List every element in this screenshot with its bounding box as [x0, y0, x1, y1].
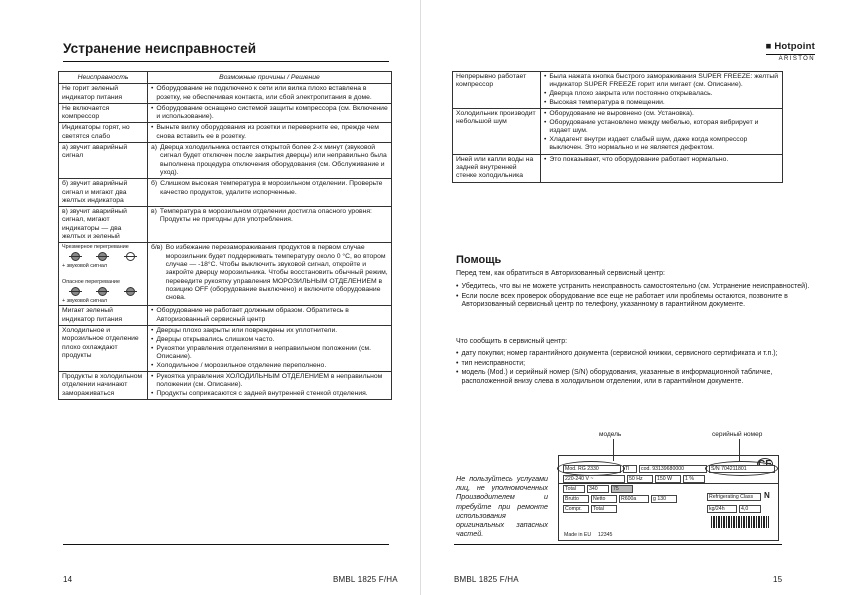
solution-text: Рукоятка управления ХОЛОДИЛЬНЫМ ОТДЕЛЕНИЕМ в неправильном положении (см. Описание).	[156, 372, 383, 389]
solution-text: Была нажата кнопка быстрого замораживания SUPER FREEZE: желтый индикатор SUPER FREEZE горит или мигает (см. Описание).	[549, 73, 779, 89]
solution-item	[544, 156, 779, 164]
problem-text: Иней или капли воды на задней внутренней стенке холодильника	[456, 155, 534, 180]
solution-marker: •	[151, 124, 154, 132]
footer-rule	[63, 544, 389, 545]
indicator-light-icon	[71, 287, 80, 296]
solution-item	[544, 90, 779, 98]
table-row	[59, 207, 392, 243]
plate-netto: Netto	[591, 495, 617, 503]
solution-item	[151, 105, 388, 122]
help-title: Помощь	[456, 254, 502, 266]
solution-marker: •	[151, 104, 154, 112]
solution-cell	[541, 109, 783, 154]
solution-marker: •	[151, 372, 154, 380]
troubleshooting-table	[58, 71, 392, 400]
solution-text: Дверцы открывались слишком часто.	[156, 335, 275, 343]
plate-made-code: 12345	[597, 532, 623, 540]
solution-marker: •	[544, 73, 547, 80]
plate-class: N	[763, 491, 776, 501]
problem-cell	[453, 154, 541, 182]
problem-cell	[59, 207, 148, 243]
solution-marker: •	[151, 85, 154, 93]
indicator-light-icon	[98, 287, 107, 296]
problem-text: б) звучит аварийный сигнал и мигают два желтых индикатора	[62, 180, 128, 204]
page-number: 15	[773, 575, 783, 584]
bullet-icon: •	[456, 369, 459, 376]
bullet-item	[456, 369, 811, 386]
solution-item	[151, 124, 388, 141]
plate-kg: kg/24h	[707, 505, 737, 513]
solution-cell	[148, 123, 392, 143]
barcode	[711, 516, 769, 528]
indicator-light-icon	[126, 287, 135, 296]
plate-kg-val: 4,0	[739, 505, 761, 513]
plate-total-val: 340	[587, 485, 609, 493]
solution-item	[151, 373, 388, 390]
model-code: BMBL 1825 F/HA	[333, 575, 398, 584]
indicator-label-sound: + звуковой сигнал	[62, 262, 108, 269]
problem-cell	[59, 103, 148, 123]
solution-text: Холодильное / морозильное отделение переполнено.	[156, 361, 327, 369]
solution-text: Оборудование не выровнено (см. Установка).	[549, 110, 694, 118]
solution-text: Это показывает, что оборудование работает нормально.	[549, 155, 729, 163]
bullet-item	[456, 283, 811, 292]
solution-cell	[148, 179, 392, 207]
bullet-icon: •	[456, 283, 459, 290]
bullet-item	[456, 293, 811, 310]
serial-highlight	[705, 461, 778, 476]
solution-text: Рукоятки управления отделениями в неправильном положении (см. Описание).	[156, 344, 372, 360]
solution-item	[151, 307, 388, 324]
plate-total2: Total	[591, 505, 617, 513]
solution-marker: •	[544, 155, 547, 163]
solution-cell	[148, 84, 392, 104]
help-list	[456, 283, 811, 311]
solution-marker: •	[151, 361, 154, 369]
bullet-text: тип неисправности;	[461, 359, 526, 367]
indicator-lights	[62, 252, 144, 262]
solution-text: Дверца холодильника остается открытой более 2-х минут (звуковой сигнал будет отключен после закрытия дверцы) или неправильно была выполнена процедура отключения оборудования (см. Обслуживание и уход).	[160, 144, 387, 176]
brand-name: ■ Hotpoint	[765, 41, 815, 52]
solution-item	[544, 99, 779, 107]
table-row	[59, 306, 392, 326]
solution-cell	[541, 154, 783, 182]
problem-text: в) звучит аварийный сигнал, мигают индикаторы — два желтых и зеленый	[62, 208, 127, 241]
bullet-text: Убедитесь, что вы не можете устранить неисправность самостоятельно (см. Устранение неисправностей).	[461, 283, 810, 290]
plate-hz: 50 Hz	[627, 475, 653, 483]
bullet-icon: •	[456, 292, 459, 300]
table-row	[453, 154, 783, 182]
bullet-icon: •	[456, 350, 459, 357]
plate-gas: R600a	[619, 495, 649, 503]
model-highlight	[557, 461, 625, 476]
plate-watts: 150 W	[655, 475, 681, 483]
problem-text: Холодильник производит небольшой шум	[456, 110, 536, 126]
bullet-text: Если после всех проверок оборудование все еще не работает или проблемы остаются, позвоните в Авторизованный сервисный центр по телефону, указанному в гарантийном документе.	[461, 292, 788, 308]
indicator-light-icon	[71, 252, 80, 261]
solution-marker: •	[544, 98, 547, 106]
solution-marker: в)	[151, 208, 157, 216]
solution-cell	[148, 371, 392, 399]
title-rule	[63, 61, 389, 62]
table-row	[59, 325, 392, 371]
sub-brand-name: ARISTON	[766, 54, 815, 62]
help-intro: Перед тем, как обратиться в Авторизованный сервисный центр:	[456, 270, 665, 277]
solution-cell	[541, 72, 783, 109]
problem-cell	[59, 371, 148, 399]
plate-label-serial: серийный номер	[712, 431, 763, 438]
indicator-label-sound: + звуковой сигнал	[62, 297, 108, 304]
problem-cell	[59, 84, 148, 104]
table-row	[59, 179, 392, 207]
plate-tl: Tl	[623, 465, 637, 473]
page-number: 14	[63, 575, 73, 584]
report-intro: Что сообщить в сервисный центр:	[456, 338, 568, 345]
table-row	[453, 72, 783, 109]
plate-label-model: модель	[599, 431, 622, 438]
solution-marker: а)	[151, 144, 158, 152]
solution-cell	[148, 325, 392, 371]
solution-item	[151, 390, 388, 398]
plate-divider	[559, 483, 778, 484]
problem-text: а) звучит аварийный сигнал	[62, 144, 128, 160]
solution-text: Продукты соприкасаются с задней внутренней стенкой отделения.	[156, 390, 368, 398]
solution-item	[544, 110, 779, 118]
solution-item	[151, 244, 388, 302]
brand-logo	[766, 41, 815, 62]
bullet-icon: •	[456, 359, 459, 367]
bullet-item	[456, 360, 811, 369]
problem-cell	[59, 243, 148, 306]
solution-item	[151, 208, 388, 225]
plate-cod: cod. 93139680000	[639, 465, 707, 473]
solution-item	[544, 73, 779, 90]
solution-text: Температура в морозильном отделении достигла опасного уровня: Продукты не пригодны для употребления.	[159, 208, 372, 224]
indicator-label-overfreeze: Чрезмерное перегревание	[62, 244, 129, 251]
plate-brutto: Brutto	[563, 495, 589, 503]
plate-sn: S/N 704211801	[709, 465, 775, 473]
table-row	[59, 243, 392, 306]
table-row	[59, 84, 392, 104]
plate-total-label: Total	[563, 485, 585, 493]
solution-item	[151, 85, 388, 102]
page-title: Устранение неисправностей	[63, 41, 257, 56]
solution-text: Дверцы плохо закрыты или повреждены их уплотнители.	[156, 326, 338, 334]
solution-item	[151, 362, 388, 370]
report-list	[456, 350, 811, 387]
warning-note: Не пользуйтесь услугами лиц, не уполномоченных Производителем и требуйте при ремонте использования оригинальных запасных частей.	[456, 474, 548, 539]
solution-marker: •	[151, 307, 154, 315]
problem-text: Не горит зеленый индикатор питания	[62, 85, 123, 101]
troubleshooting-table-cont	[452, 71, 783, 183]
solution-item	[151, 327, 388, 335]
header-solution: Возможные причины / Решение	[148, 72, 392, 84]
solution-item	[544, 119, 779, 136]
problem-text: Непрерывно работает компрессор	[456, 73, 527, 89]
bullet-text: дату покупки; номер гарантийного документа (сервисной книжки, сервисного сертификата и т.п.);	[461, 350, 778, 357]
indicator-light-icon	[98, 252, 107, 261]
problem-text: Мигает зеленый индикатор питания	[62, 307, 123, 323]
table-row	[453, 109, 783, 154]
data-plate	[558, 455, 779, 541]
problem-cell	[59, 143, 148, 179]
solution-cell	[148, 103, 392, 123]
solution-marker: •	[151, 390, 154, 398]
indicator-label-danger: Опасное перегревание	[62, 279, 120, 286]
solution-marker: б/в)	[151, 244, 163, 252]
solution-marker: •	[544, 90, 547, 98]
plate-gas-qty: g 130	[651, 495, 677, 503]
plate-compr: Compr.	[563, 505, 589, 513]
right-page	[421, 0, 842, 595]
solution-marker: •	[544, 118, 547, 126]
solution-text: Оборудование не подключено к сети или вилка плохо вставлена в розетку, не обеспечивая контакта, или сбой электропитания в доме.	[156, 85, 372, 101]
solution-text: Высокая температура в помещении.	[549, 98, 665, 106]
solution-text: Слишком высокая температура в морозильном отделении. Проверьте качество продуктов, удалите испорченные.	[160, 180, 383, 196]
solution-cell	[148, 243, 392, 306]
problem-text: Индикаторы горят, но светятся слабо	[62, 124, 130, 140]
problem-cell	[59, 123, 148, 143]
solution-marker: •	[151, 326, 154, 334]
solution-text: Оборудование не работает должным образом. Обратитесь в Авторизованный сервисный центр	[156, 307, 349, 323]
problem-cell	[59, 179, 148, 207]
solution-item	[151, 345, 388, 362]
solution-text: Дверца плохо закрыта или постоянно открывалась.	[549, 90, 713, 98]
problem-text: Не включается компрессор	[62, 104, 110, 121]
solution-text: Во избежание перезамораживания продуктов в первом случае морозильник будет поддерживать температуру около 0 °С, во втором случае — -18°С. Чтобы выключить звуковой сигнал, откройте и закройте дверцу морозильника. Чтобы восстановить обычный режим, переведите рукоятку управления МОРОЗИЛЬНЫМ ОТДЕЛЕНИЕМ в позицию OFF (оборудование выключено) и включите оборудование снова.	[165, 244, 388, 302]
problem-cell	[453, 72, 541, 109]
indicator-lights	[62, 287, 144, 297]
table-row	[59, 143, 392, 179]
problem-cell	[59, 306, 148, 326]
solution-item	[151, 180, 388, 197]
table-row	[59, 371, 392, 399]
table-row	[59, 123, 392, 143]
table-row	[59, 103, 392, 123]
solution-item	[151, 144, 388, 177]
solution-item	[544, 136, 779, 153]
problem-cell	[453, 109, 541, 154]
plate-mod: Mod. RG 2330	[563, 465, 621, 473]
solution-marker: •	[151, 335, 154, 343]
solution-text: Выньте вилку оборудования из розетки и переверните ее, прежде чем снова вставить ее в розетку.	[156, 124, 379, 140]
solution-marker: •	[544, 136, 547, 144]
solution-cell	[148, 143, 392, 179]
problem-text: Холодильное и морозильное отделение плохо охлаждают продукты	[62, 326, 139, 359]
solution-cell	[148, 306, 392, 326]
plate-class-label: Refrigerating Class	[707, 493, 761, 501]
model-code: BMBL 1825 F/HA	[454, 575, 519, 584]
solution-marker: б)	[151, 180, 158, 188]
problem-cell	[59, 325, 148, 371]
solution-text: Оборудование установлено между мебелью, которая вибрирует и издает шум.	[549, 118, 759, 135]
bullet-text: модель (Mod.) и серийный номер (S/N) оборудования, указанные в информационной табличке, расположенной внизу слева в холодильном отделении, или в гарантийном документе.	[461, 369, 773, 385]
plate-total-val2: 75	[611, 485, 633, 493]
solution-item	[151, 336, 388, 344]
bullet-item	[456, 350, 811, 359]
solution-marker: •	[151, 344, 154, 352]
header-problem: Неисправность	[59, 72, 148, 84]
problem-text: Продукты в холодильном отделении начинают замораживаться	[62, 372, 143, 397]
indicator-light-icon	[126, 252, 135, 261]
plate-pct: 1 %	[683, 475, 705, 483]
solution-text: Хладагент внутри издает слабый шум, даже когда компрессор выключен. Это нормально и не является дефектом.	[549, 136, 748, 152]
plate-made: Made in EU	[563, 532, 595, 540]
solution-cell	[148, 207, 392, 243]
plate-voltage: 220-240 V ~	[563, 475, 625, 483]
solution-marker: •	[544, 110, 547, 118]
solution-text: Оборудование оснащено системой защиты компрессора (см. Включение и использование).	[156, 104, 388, 121]
footer-rule	[454, 544, 782, 545]
